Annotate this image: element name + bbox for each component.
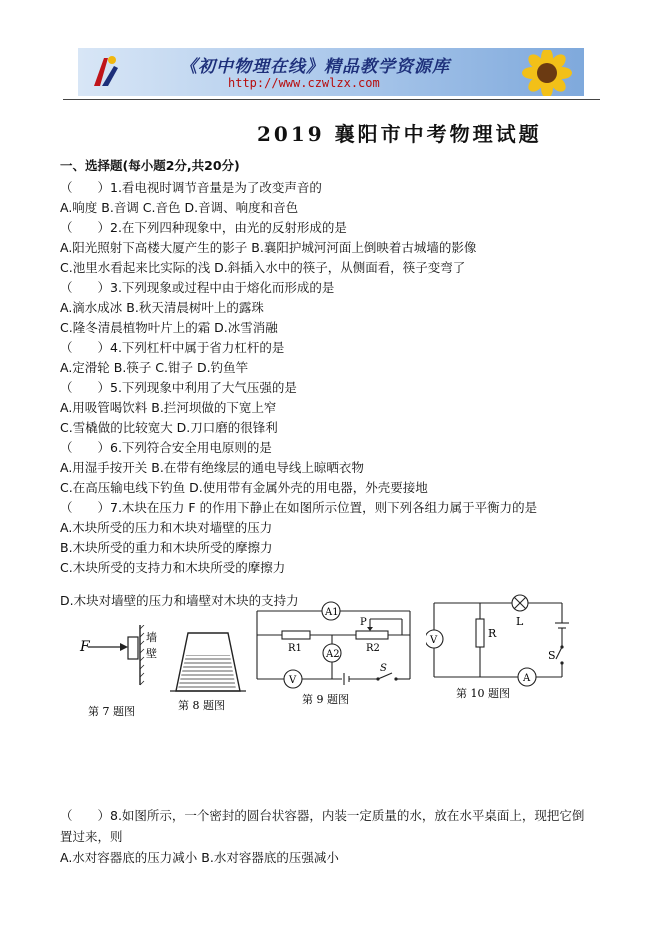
- wall-label: 墙: [146, 631, 157, 644]
- question-line: C.在高压输电线下钓鱼 D.使用带有金属外壳的用电器，外壳要接地: [60, 480, 428, 495]
- question-line: （ ）7.木块在压力 F 的作用下静止在如图所示位置，则下列各组力属于平衡力的是: [60, 500, 538, 515]
- question-line: C.池里水看起来比实际的浅 D.斜插入水中的筷子，从侧面看，筷子变弯了: [60, 260, 466, 275]
- force-label: F: [80, 639, 90, 655]
- question-line: A.定滑轮 B.筷子 C.钳子 D.钓鱼竿: [60, 360, 249, 375]
- resistor-label: R: [488, 627, 497, 640]
- banner-title: 《初中物理在线》精品教学资源库: [180, 57, 450, 77]
- figure-8: [170, 625, 250, 720]
- ammeter-a2-label: A2: [326, 649, 340, 660]
- resistor-r1-label: R1: [288, 643, 302, 654]
- sunflower-icon: [514, 50, 580, 96]
- figure-caption: 第 10 题图: [456, 687, 510, 700]
- switch-label: S: [548, 649, 556, 662]
- ammeter-a1-label: A1: [325, 607, 339, 618]
- header-rule: [63, 99, 600, 100]
- section-heading: 一、选择题(每小题2分,共20分): [60, 158, 240, 173]
- question-line: A.滴水成冰 B.秋天清晨树叶上的露珠: [60, 300, 264, 315]
- question-line: （ ）5.下列现象中利用了大气压强的是: [60, 380, 297, 395]
- header-banner: [78, 48, 584, 96]
- question-line: （ ）2.在下列四种现象中，由光的反射形成的是: [60, 220, 347, 235]
- banner-url[interactable]: http://www.czwlzx.com: [228, 76, 380, 90]
- wall-label: 壁: [146, 647, 157, 660]
- logo-icon: [88, 52, 122, 90]
- voltmeter-label: V: [289, 675, 297, 686]
- figure-caption: 第 8 题图: [178, 699, 225, 712]
- figure-caption: 第 9 题图: [302, 693, 349, 706]
- switch-label: S: [380, 663, 387, 674]
- question-line: 置过来，则: [60, 829, 123, 844]
- question-line: （ ）3.下列现象或过程中由于熔化而形成的是: [60, 280, 335, 295]
- figure-9: [252, 597, 422, 709]
- question-line: C.隆冬清晨植物叶片上的霜 D.冰雪消融: [60, 320, 278, 335]
- voltmeter-label: V: [430, 635, 438, 646]
- slider-p-label: P: [360, 617, 367, 628]
- question-line: A.用吸管喝饮料 B.拦河坝做的下宽上窄: [60, 400, 277, 415]
- lamp-label: L: [516, 615, 524, 628]
- question-line: A.响度 B.音调 C.音色 D.音调、响度和音色: [60, 200, 299, 215]
- ammeter-label: A: [523, 673, 531, 684]
- question-line: C.木块所受的支持力和木块所受的摩擦力: [60, 560, 286, 575]
- question-line: （ ）8.如图所示，一个密封的圆台状容器，内装一定质量的水，放在水平桌面上，现把它倒: [60, 808, 585, 823]
- question-line: A.阳光照射下高楼大厦产生的影子 B.襄阳护城河河面上倒映着古城墙的影像: [60, 240, 477, 255]
- figure-caption: 第 7 题图: [88, 705, 135, 718]
- figure-7: [78, 625, 158, 720]
- question-line: B.木块所受的重力和木块所受的摩擦力: [60, 540, 273, 555]
- question-line: （ ）1.看电视时调节音量是为了改变声音的: [60, 180, 322, 195]
- question-line: （ ）4.下列杠杆中属于省力杠杆的是: [60, 340, 285, 355]
- question-line: A.木块所受的压力和木块对墙壁的压力: [60, 520, 273, 535]
- figure-10: [426, 593, 582, 705]
- question-line: A.水对容器底的压力减小 B.水对容器底的压强减小: [60, 850, 339, 865]
- question-line: （ ）6.下列符合安全用电原则的是: [60, 440, 272, 455]
- question-line: A.用湿手按开关 B.在带有绝缘层的通电导线上晾晒衣物: [60, 460, 364, 475]
- page-title: 2019 襄阳市中考物理试题: [257, 122, 542, 146]
- resistor-r2-label: R2: [366, 643, 380, 654]
- question-line: D.木块对墙壁的压力和墙壁对木块的支持力: [60, 593, 299, 608]
- question-line: C.雪橇做的比较宽大 D.刀口磨的很锋利: [60, 420, 278, 435]
